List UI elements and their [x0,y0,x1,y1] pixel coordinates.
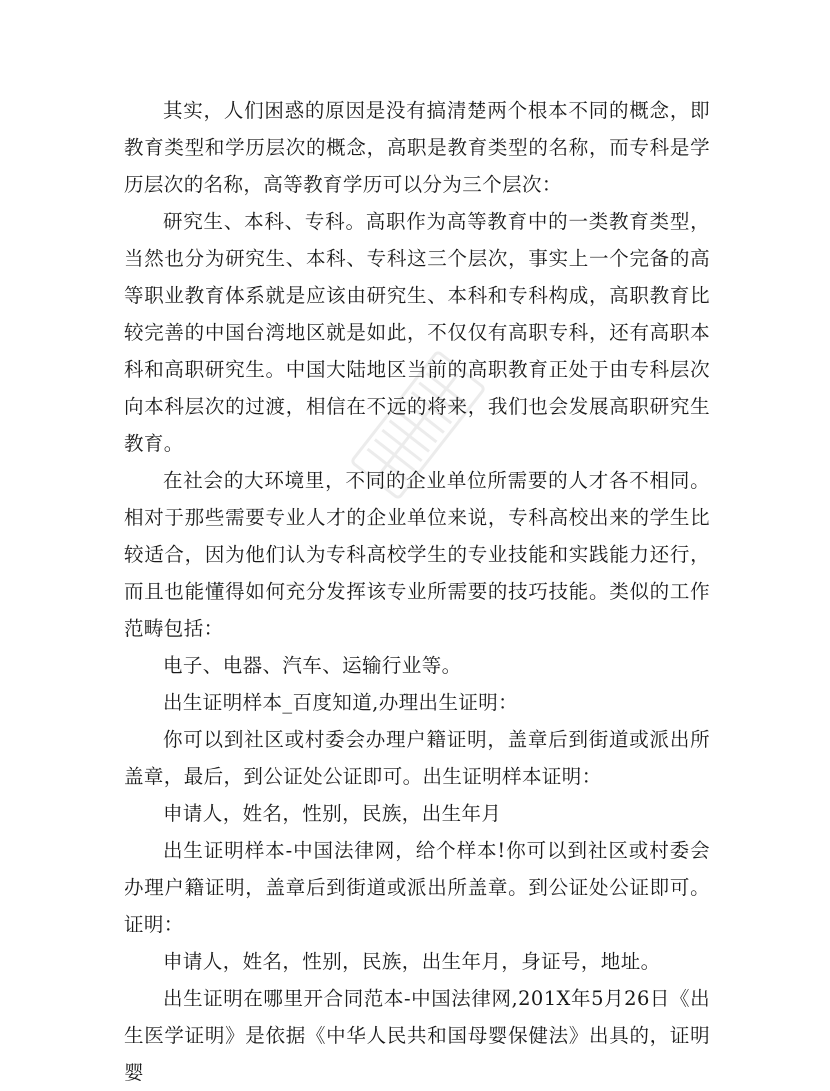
paragraph: 申请人，姓名，性别，民族，出生年月 [163,802,502,825]
paragraph: 其实，人们困惑的原因是没有搞清楚两个根本不同的概念，即教育类型和学历层次的概念，高职是教育类型的名称，而专科是学历层次的名称，高等教育学历可以分为三个层次： [124,99,710,196]
document-body [124,92,710,1091]
paragraph: 电子、电器、汽车、运输行业等。 [163,654,462,677]
paragraph: 出生证明样本_百度知道,办理出生证明： [163,691,519,714]
paragraph: 在社会的大环境里，不同的企业单位所需要的人才各不相同。相对于那些需要专业人才的企业单位来说，专科高校出来的学生比较适合，因为他们认为专科高校学生的专业技能和实践能力还行，而且也能懂得如何充分发挥该专业所需要的技巧技能。类似的工作范畴包括： [124,469,710,640]
paragraph: 出生证明样本-中国法律网，给个样本!你可以到社区或村委会办理户籍证明，盖章后到街道或派出所盖章。到公证处公证即可。证明： [124,839,710,936]
paragraph: 出生证明在哪里开合同范本-中国法律网,201X年5月26日《出生医学证明》是依据《中华人民共和国母婴保健法》出具的，证明婴 [124,987,710,1084]
paragraph: 研究生、本科、专科。高职作为高等教育中的一类教育类型，当然也分为研究生、本科、专科这三个层次，事实上一个完备的高等职业教育体系就是应该由研究生、本科和专科构成，高职教育比较完善的中国台湾地区就是如此，不仅仅有高职专科，还有高职本科和高职研究生。中国大陆地区当前的高职教育正处于由专科层次向本科层次的过渡，相信在不远的将来，我们也会发展高职研究生教育。 [124,210,710,455]
paragraph: 你可以到社区或村委会办理户籍证明，盖章后到街道或派出所盖章，最后，到公证处公证即可。出生证明样本证明： [124,728,710,788]
paragraph: 申请人，姓名，性别，民族，出生年月，身证号，地址。 [163,950,661,973]
